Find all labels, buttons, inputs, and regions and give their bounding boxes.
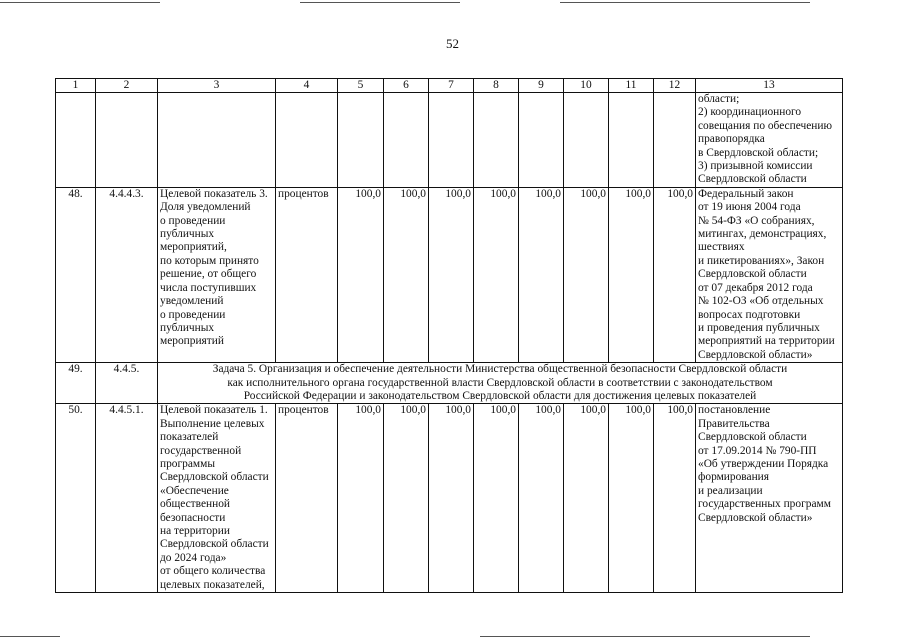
value-cell: 100,0 xyxy=(609,187,654,362)
text-line: Свердловской области» xyxy=(698,511,813,524)
header-cell: 13 xyxy=(696,79,843,93)
header-cell: 2 xyxy=(96,79,158,93)
header-cell: 11 xyxy=(609,79,654,93)
value-cell: 100,0 xyxy=(519,187,564,362)
text-line: «Об утверждении Порядка xyxy=(698,457,829,470)
text-line: № 102-ОЗ «Об отдельных xyxy=(698,295,824,308)
text-line: мероприятий, xyxy=(160,241,227,254)
text-line: числа поступивших xyxy=(160,281,257,294)
value-cell: 100,0 xyxy=(519,404,564,593)
table-row-48 xyxy=(56,187,843,362)
text-line: Федеральный закон xyxy=(698,187,794,200)
header-cell: 6 xyxy=(384,79,429,93)
text-line: формирования xyxy=(698,471,770,484)
value-cell: 100,0 xyxy=(609,404,654,593)
text-line: до 2024 года» xyxy=(160,551,227,564)
empty-cell xyxy=(276,93,338,188)
text-line: митингах, демонстрациях, xyxy=(698,228,827,241)
header-cell: 3 xyxy=(158,79,276,93)
text-line: целевых показателей, xyxy=(160,578,265,591)
header-cell: 1 xyxy=(56,79,96,93)
text-line: в Свердловской области; xyxy=(698,146,819,159)
text-line: от 07 декабря 2012 года xyxy=(698,281,813,294)
text-line: уведомлений xyxy=(160,295,224,308)
unit-cell: процентов xyxy=(276,404,338,593)
text-line: Выполнение целевых xyxy=(160,417,265,430)
value-cell: 100,0 xyxy=(654,187,696,362)
value-cell: 100,0 xyxy=(564,187,609,362)
text-line: безопасности xyxy=(160,511,226,524)
empty-cell xyxy=(654,93,696,188)
text-line: показателей xyxy=(160,431,219,444)
empty-cell xyxy=(564,93,609,188)
text-line: и проведения публичных xyxy=(698,321,820,334)
header-cell: 10 xyxy=(564,79,609,93)
text-line: как исполнительного органа государственной власти Свердловской области в соответствии с законодательством xyxy=(227,376,773,389)
header-cell: 5 xyxy=(338,79,384,93)
text-line: Целевой показатель 1. xyxy=(160,404,268,417)
row-number: 50. xyxy=(56,404,96,593)
scan-edge-line-top-left xyxy=(0,2,160,3)
text-line: на территории xyxy=(160,525,230,537)
value-cell: 100,0 xyxy=(429,187,474,362)
header-cell: 8 xyxy=(474,79,519,93)
legal-basis-cell xyxy=(696,187,843,362)
text-line: публичных xyxy=(160,228,215,241)
text-line: общественной xyxy=(160,498,230,511)
header-cell: 7 xyxy=(429,79,474,93)
text-line: Свердловской области xyxy=(160,471,269,484)
text-line: государственной xyxy=(160,444,242,457)
value-cell: 100,0 xyxy=(384,187,429,362)
value-cell: 100,0 xyxy=(654,404,696,593)
text-line: Доля уведомлений xyxy=(160,201,251,214)
text-line: правопорядка xyxy=(698,133,765,146)
text-line: и пикетированиях», Закон xyxy=(698,254,825,267)
text-line: по которым принято xyxy=(160,254,259,267)
text-line: 2) координационного xyxy=(698,106,802,119)
text-line: совещания по обеспечению xyxy=(698,119,832,132)
header-cell: 9 xyxy=(519,79,564,93)
row-number: 49. xyxy=(56,363,96,404)
indicator-name-cell xyxy=(158,404,276,593)
unit-cell: процентов xyxy=(276,187,338,362)
continuation-row xyxy=(56,93,843,188)
text-line: постановление xyxy=(698,404,771,417)
text-line: шествиях xyxy=(698,241,745,254)
text-line: области; xyxy=(698,93,740,105)
empty-cell xyxy=(609,93,654,188)
text-line: № 54-ФЗ «О собраниях, xyxy=(698,214,815,227)
empty-cell xyxy=(158,93,276,188)
page-number: 52 xyxy=(446,36,459,51)
text-line: и реализации xyxy=(698,484,763,497)
indicator-name-cell xyxy=(158,187,276,362)
text-line: 3) призывной комиссии xyxy=(698,160,813,173)
text-line: государственных программ xyxy=(698,498,831,511)
text-line: Целевой показатель 3. xyxy=(160,187,268,200)
text-line: от 17.09.2014 № 790-ПП xyxy=(698,444,817,457)
text-line: Свердловской области xyxy=(698,268,807,281)
text-line: от 19 июня 2004 года xyxy=(698,201,801,214)
legal-basis-cell xyxy=(696,93,843,188)
text-line: решение, от общего xyxy=(160,268,257,281)
text-line: программы xyxy=(160,457,215,470)
table-row-50 xyxy=(56,404,843,593)
empty-cell xyxy=(429,93,474,188)
empty-cell xyxy=(519,93,564,188)
row-number: 48. xyxy=(56,187,96,362)
row-code: 4.4.4.3. xyxy=(96,187,158,362)
value-cell: 100,0 xyxy=(338,404,384,593)
text-line: «Обеспечение xyxy=(160,484,229,497)
text-line: о проведении xyxy=(160,214,226,227)
value-cell: 100,0 xyxy=(338,187,384,362)
empty-cell xyxy=(384,93,429,188)
text-line: Правительства xyxy=(698,417,770,430)
empty-cell xyxy=(474,93,519,188)
text-line: Свердловской области xyxy=(160,538,269,551)
empty-cell xyxy=(96,93,158,188)
text-line: вопросах подготовки xyxy=(698,308,801,321)
text-line: Свердловской области xyxy=(698,173,807,186)
row-code: 4.4.5. xyxy=(96,363,158,404)
value-cell: 100,0 xyxy=(474,187,519,362)
scan-edge-line-top-right xyxy=(560,2,810,3)
table-row-49 xyxy=(56,363,843,404)
column-number-header-row xyxy=(56,79,843,93)
text-line: Российской Федерации и законодательством Свердловской области для достижения целевых показателей xyxy=(243,389,757,402)
value-cell: 100,0 xyxy=(384,404,429,593)
scan-edge-line-bottom-left xyxy=(0,636,60,637)
text-line: Свердловской области xyxy=(698,431,807,444)
scan-edge-line-top-middle xyxy=(300,2,460,3)
text-line: мероприятий на территории xyxy=(698,335,835,348)
value-cell: 100,0 xyxy=(429,404,474,593)
text-line: Задача 5. Организация и обеспечение деятельности Министерства общественной безопасности Свердловской области xyxy=(212,363,788,376)
empty-cell xyxy=(338,93,384,188)
text-line: Свердловской области» xyxy=(698,348,813,361)
text-line: от общего количества xyxy=(160,565,266,578)
text-line: публичных xyxy=(160,321,215,334)
text-line: о проведении xyxy=(160,308,226,321)
task-description-cell xyxy=(158,363,843,404)
value-cell: 100,0 xyxy=(564,404,609,593)
header-cell: 12 xyxy=(654,79,696,93)
legal-basis-cell xyxy=(696,404,843,593)
indicators-table xyxy=(55,78,843,593)
empty-cell xyxy=(56,93,96,188)
text-line: мероприятий xyxy=(160,335,224,348)
scan-edge-line-bottom-right xyxy=(480,636,810,637)
row-code: 4.4.5.1. xyxy=(96,404,158,593)
value-cell: 100,0 xyxy=(474,404,519,593)
header-cell: 4 xyxy=(276,79,338,93)
